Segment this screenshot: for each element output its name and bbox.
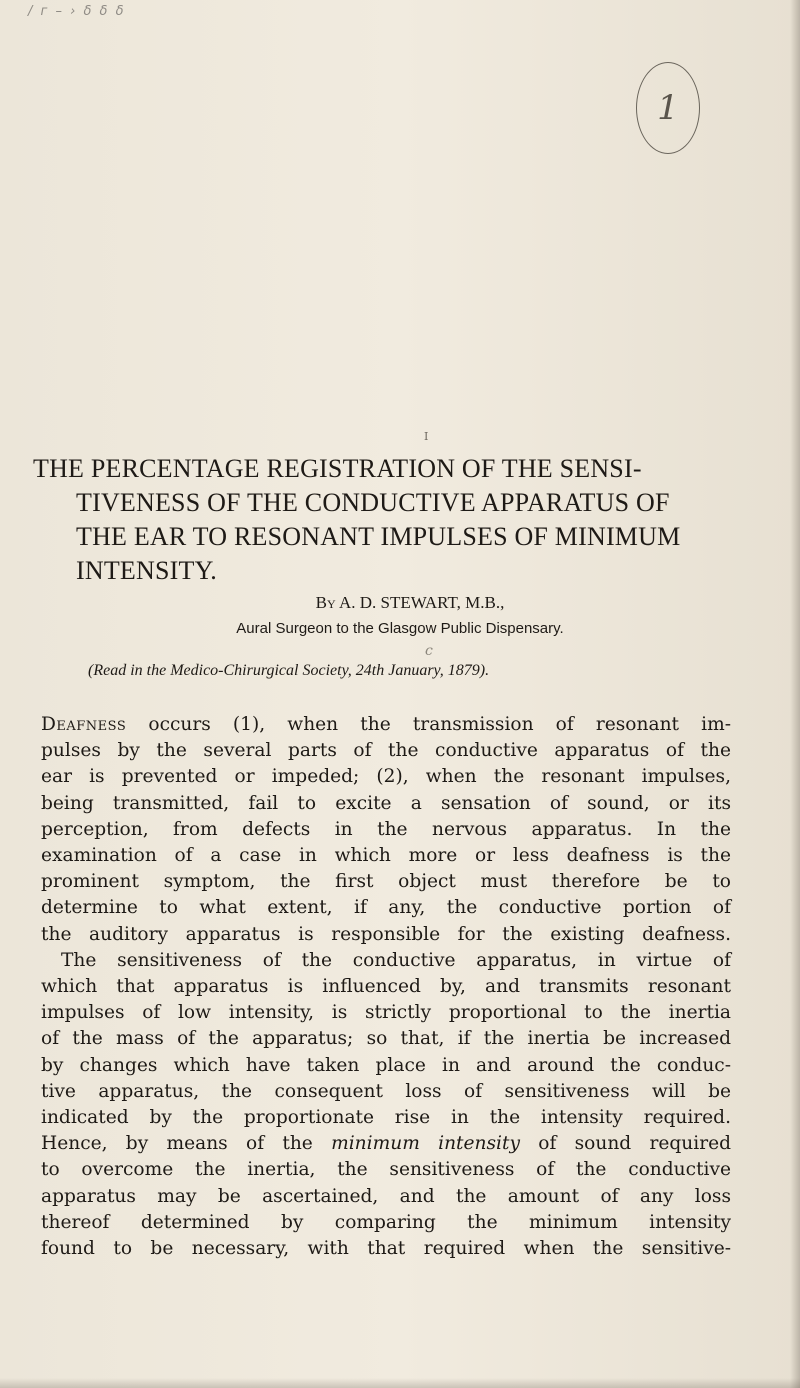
body-line: perception, from defects in the nervous apparatus. In the (41, 818, 731, 840)
body-line: impulses of low intensity, is strictly proportional to the inertia (41, 1002, 731, 1024)
page-edge-shadow (790, 0, 800, 1388)
title-line-2: TIVENESS OF THE CONDUCTIVE APPARATUS OF (76, 488, 670, 517)
body-line: by changes which have taken place in and around the conduc- (41, 1054, 731, 1076)
body-line: The sensitiveness of the conductive apparatus, in virtue of (61, 949, 731, 971)
circled-page-number (636, 62, 700, 154)
circled-number-text: 1 (657, 88, 679, 128)
body-line: thereof determined by comparing the minimum intensity (41, 1211, 731, 1233)
body-line: ear is prevented or impeded; (2), when the resonant impulses, (41, 766, 731, 788)
author-name: A. D. STEWART, M.B., (338, 593, 505, 612)
read-note: (Read in the Medico-Chirurgical Society, 24th January, 1879). (88, 662, 490, 679)
body-line: tive apparatus, the consequent loss of sensitiveness will be (41, 1080, 731, 1102)
handwritten-margin-note: / г – › δ δ δ (28, 4, 126, 19)
body-line: determine to what extent, if any, the conductive portion of (41, 897, 731, 919)
body-line: prominent symptom, the first object must therefore be to (41, 871, 731, 893)
title-line-4: INTENSITY. (76, 556, 217, 585)
author-affiliation: Aural Surgeon to the Glasgow Public Dispensary. (236, 620, 564, 637)
body-line: being transmitted, fail to excite a sensation of sound, or its (41, 792, 731, 814)
body-line: indicated by the proportionate rise in the intensity required. (41, 1107, 731, 1129)
body-line: Deafness occurs (1), when the transmission of resonant im- (41, 714, 731, 735)
body-line: to overcome the inertia, the sensitiveness of the conductive (41, 1159, 731, 1181)
page-numeral: I (424, 430, 429, 443)
body-line: apparatus may be ascertained, and the amount of any loss (41, 1185, 731, 1207)
article-title (33, 452, 733, 588)
body-line: Hence, by means of the minimum intensity of sound required (41, 1133, 731, 1155)
author-byline (0, 593, 800, 613)
page-bottom-edge (0, 1378, 800, 1388)
body-paragraph (41, 712, 731, 1262)
pencil-mark: c (425, 643, 433, 659)
title-line-3: THE EAR TO RESONANT IMPULSES OF MINIMUM (76, 522, 681, 551)
body-line: examination of a case in which more or less deafness is the (41, 845, 731, 867)
body-line: pulses by the several parts of the conductive apparatus of the (41, 740, 731, 762)
body-line: which that apparatus is influenced by, and transmits resonant (41, 976, 731, 998)
body-line: found to be necessary, with that required when the sensitive- (41, 1238, 731, 1260)
title-line-1: THE PERCENTAGE REGISTRATION OF THE SENSI- (33, 454, 642, 483)
byline-prefix: By (315, 593, 336, 612)
first-word: Deafness (41, 714, 127, 735)
body-line: of the mass of the apparatus; so that, if the inertia be increased (41, 1028, 731, 1050)
italic-phrase: minimum intensity (331, 1133, 520, 1155)
body-line: the auditory apparatus is responsible for the existing deafness. (41, 923, 731, 945)
